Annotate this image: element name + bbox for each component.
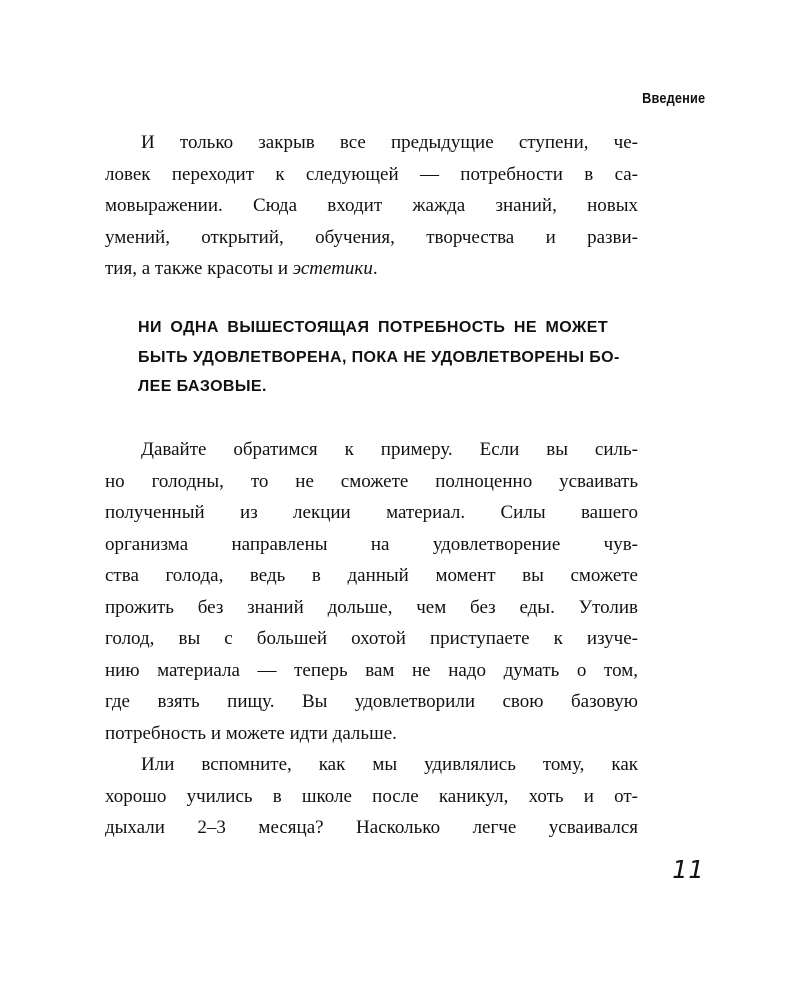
text-line: потребность и можете идти дальше. (105, 722, 397, 744)
text-line: хорошо учились в школе после каникул, хоть и от- (105, 785, 638, 807)
page-number: 11 (671, 855, 704, 884)
quote-line: НИ ОДНА ВЫШЕСТОЯЩАЯ ПОТРЕБНОСТЬ НЕ МОЖЕТ (138, 319, 608, 336)
text-line: Давайте обратимся к примеру. Если вы силь- (141, 439, 638, 460)
text-line: где взять пищу. Вы удовлетворили свою базовую (105, 691, 638, 712)
text-line: умений, открытий, обучения, творчества и разви- (105, 226, 638, 248)
running-header: Введение (641, 90, 705, 107)
text-line: голод, вы с большей охотой приступаете к изуче- (105, 628, 638, 649)
italic-term: эстетики (292, 258, 373, 279)
text-line: мовыражении. Сюда входит жажда знаний, новых (105, 195, 638, 216)
text-segment: . (372, 258, 378, 279)
text-line: И только закрыв все предыдущие ступени, че- (141, 132, 638, 153)
paragraph-2 (105, 434, 638, 844)
text-line: ства голода, ведь в данный момент вы сможете (105, 565, 638, 586)
text-line: организма направлены на удовлетворение чув- (105, 533, 638, 555)
text-line: но голодны, то не сможете полноценно усваивать (105, 470, 638, 492)
text-line: дыхали 2–3 месяца? Насколько легче усваивался (105, 817, 638, 838)
paragraph-1 (105, 127, 638, 285)
quote-line: БЫТЬ УДОВЛЕТВОРЕНА, ПОКА НЕ УДОВЛЕТВОРЕНЫ БО- (138, 348, 620, 366)
quote-line: ЛЕЕ БАЗОВЫЕ. (138, 378, 267, 395)
text-line: прожить без знаний дольше, чем без еды. Утолив (105, 596, 638, 618)
pull-quote (138, 313, 620, 402)
text-line: нию материала — теперь вам не надо думать о том, (105, 659, 638, 681)
text-line: Или вспомните, как мы удивлялись тому, как (141, 754, 638, 775)
text-segment: тия, а также красоты и (105, 258, 293, 279)
text-line-last (105, 253, 638, 285)
text-line: полученный из лекции материал. Силы вашего (105, 502, 638, 523)
text-line: ловек переходит к следующей — потребности в са- (105, 163, 638, 185)
